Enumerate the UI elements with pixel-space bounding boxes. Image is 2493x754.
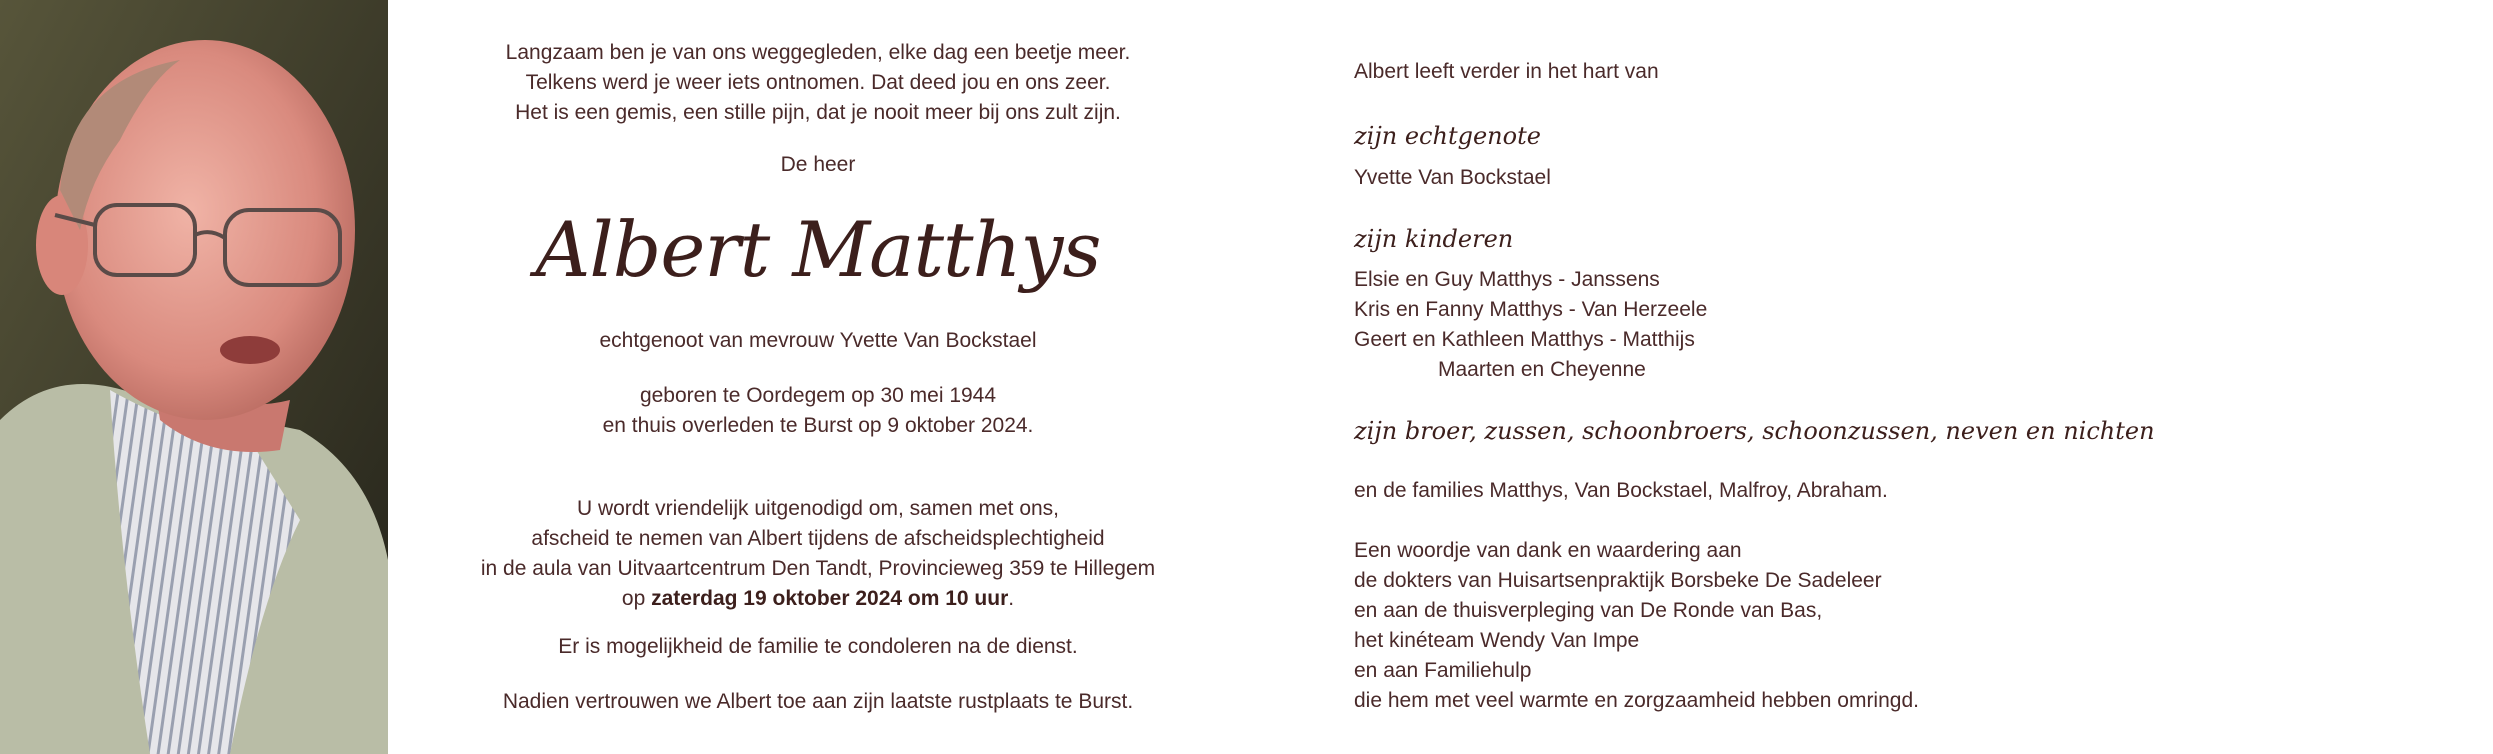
spouse-name: Yvette Van Bockstael (1354, 166, 1551, 189)
invitation-prefix: op (621, 587, 652, 610)
invitation-date-line (388, 584, 1248, 614)
families-line: en de families Matthys, Van Bockstael, Malfroy, Abraham. (1354, 479, 1888, 502)
poem-line: Langzaam ben je van ons weggegleden, elke dag een beetje meer. (505, 41, 1131, 64)
grandchildren-line: Maarten en Cheyenne (1438, 358, 1646, 381)
child-line: Elsie en Guy Matthys - Janssens (1354, 268, 1660, 291)
thanks-note (1354, 536, 2474, 716)
poem-line: Het is een gemis, een stille pijn, dat je nooit meer bij ons zult zijn. (515, 101, 1121, 124)
family-intro: Albert leeft verder in het hart van (1354, 60, 1659, 83)
portrait-photo (0, 0, 388, 754)
thanks-line: en aan Familiehulp (1354, 659, 1532, 682)
thanks-line: Een woordje van dank en waardering aan (1354, 539, 1742, 562)
child-line: Kris en Fanny Matthys - Van Herzeele (1354, 298, 1708, 321)
thanks-line: die hem met veel warmte en zorgzaamheid hebben omringd. (1354, 689, 1919, 712)
birth-line: geboren te Oordegem op 30 mei 1944 (639, 384, 997, 407)
siblings-heading: zijn broer, zussen, schoonbroers, schoonzussen, neven en nichten (1354, 417, 2155, 445)
deceased-name: Albert Matthys (535, 205, 1101, 294)
life-dates (388, 381, 1248, 441)
invitation-line: afscheid te nemen van Albert tijdens de afscheidsplechtigheid (531, 527, 1105, 550)
ceremony-date: zaterdag 19 oktober 2024 om 10 uur (651, 587, 1009, 610)
children-heading: zijn kinderen (1354, 225, 1514, 253)
poem (388, 38, 1248, 128)
burial-note: Nadien vertrouwen we Albert toe aan zijn laatste rustplaats te Burst. (502, 690, 1134, 713)
spouse-heading: zijn echtgenote (1354, 122, 1541, 150)
invitation-line: in de aula van Uitvaartcentrum Den Tandt, Provincieweg 359 te Hillegem (480, 557, 1156, 580)
thanks-line: en aan de thuisverpleging van De Ronde van Bas, (1354, 599, 1823, 622)
family-column (1354, 0, 2474, 754)
children-list (1354, 265, 2474, 385)
poem-line: Telkens werd je weer iets ontnomen. Dat deed jou en ons zeer. (525, 71, 1111, 94)
thanks-line: het kinéteam Wendy Van Impe (1354, 629, 1640, 652)
spouse-line: echtgenoot van mevrouw Yvette Van Bockstael (599, 329, 1037, 352)
child-line: Geert en Kathleen Matthys - Matthijs (1354, 328, 1695, 351)
invitation-suffix: . (1008, 587, 1015, 610)
invitation (388, 494, 1248, 614)
thanks-line: de dokters van Huisartsenpraktijk Borsbeke De Sadeleer (1354, 569, 1882, 592)
invitation-line: U wordt vriendelijk uitgenodigd om, samen met ons, (576, 497, 1060, 520)
announcement-column (388, 0, 1248, 754)
condolence-note: Er is mogelijkheid de familie te condoleren na de dienst. (558, 635, 1078, 658)
salutation: De heer (780, 153, 856, 176)
death-line: en thuis overleden te Burst op 9 oktober 2024. (602, 414, 1034, 437)
